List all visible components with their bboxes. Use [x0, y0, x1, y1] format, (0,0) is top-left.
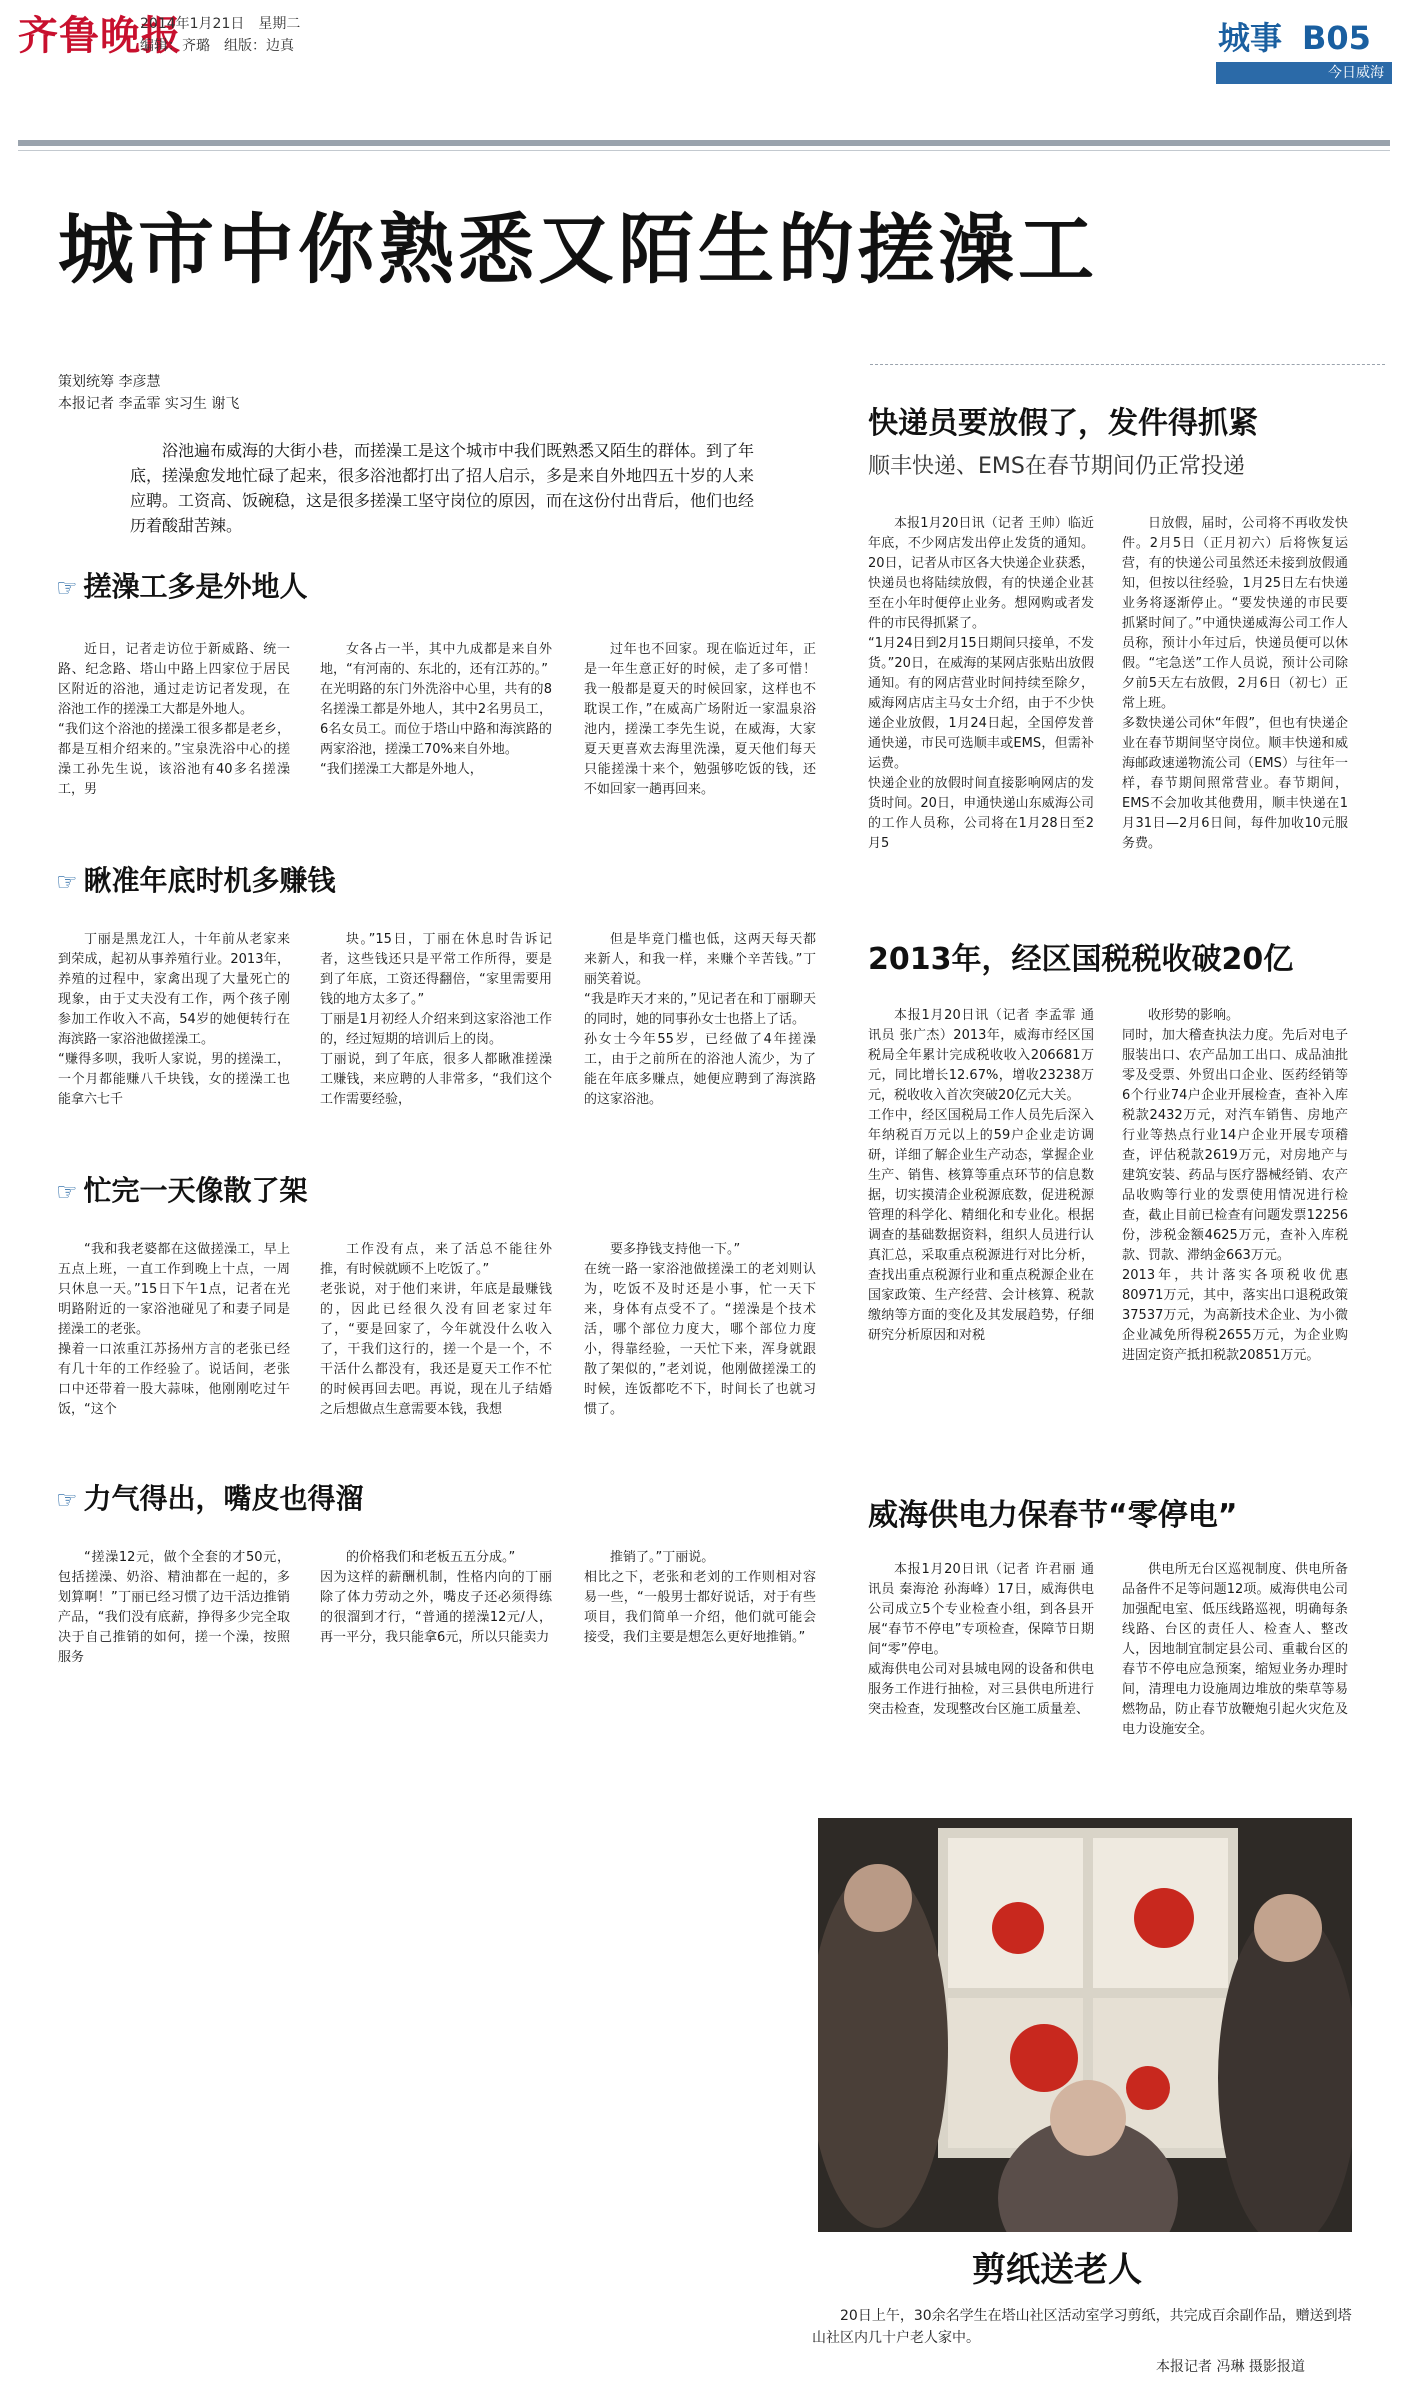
page-number: B05	[1302, 19, 1371, 57]
news-photo	[818, 1818, 1352, 2232]
section-2-column-1	[58, 930, 290, 1110]
subhead-section-3: ☞ 忙完一天像散了架	[56, 1174, 308, 1207]
photo-credit: 本报记者 冯琳 摄影报道	[1156, 2359, 1305, 2375]
photo-caption: 20日上午，30余名学生在塔山社区活动室学习剪纸，共完成百余副作品，赠送到塔山社区内几十户老人家中。	[812, 2308, 1352, 2346]
story1-text-2: 日放假，届时，公司将不再收发快件。2月5日（正月初六）后将恢复运营，有的快递公司虽然还未接到放假通知，但按以往经验，1月25日左右快递业务将逐渐停止。“要发快递的市民要抓紧时间了。”中通快递威海公司工作人员称，预计小年过后，快递员便可以休假。“宅急送”工作人员说，预计公司除夕前5天左右放假，2月6日（初七）正常上班。 多数快递公司休“年假”，但也有快递企业在春节期间坚守岗位。顺丰快递和威海邮政速递物流公司（EMS）与往年一样，春节期间照常营业。春节期间，EMS不会加收其他费用，顺丰快递在1月31日—2月6日间，每件加收10元服务费。	[1122, 516, 1348, 851]
byline-planner: 策划统筹 李彦慧	[58, 374, 161, 390]
story3-column-2	[1122, 1560, 1348, 1740]
section-2-text-1: 丁丽是黑龙江人，十年前从老家来到荣成，起初从事养殖行业。2013年，养殖的过程中，家禽出现了大量死亡的现象，由于丈夫没有工作，两个孩子刚参加工作收入不高，54岁的她便转行在海滨路一家浴池做搓澡工。 “赚得多呗，我听人家说，男的搓澡工，一个月都能赚八千块钱，女的搓澡工也能拿六七千	[58, 932, 290, 1107]
pointing-hand-icon: ☞	[56, 574, 78, 602]
story1-headline: 快递员要放假了，发件得抓紧	[868, 406, 1258, 441]
story1-column-2	[1122, 514, 1348, 854]
paper-cutting-photo-illustration	[818, 1818, 1352, 2232]
section-2-column-3	[584, 930, 816, 1110]
byline-reporters: 本报记者 李孟霏 实习生 谢飞	[58, 396, 240, 412]
section-subtitle-bar	[1216, 62, 1392, 84]
section-3-column-2	[320, 1240, 552, 1420]
section-4-column-1	[58, 1548, 290, 1668]
story3-column-1	[868, 1560, 1094, 1720]
section-title: 城事	[1218, 19, 1283, 57]
subhead-section-2: ☞ 瞅准年底时机多赚钱	[56, 864, 336, 897]
section-2-text-2: 块。”15日，丁丽在休息时告诉记者，这些钱还只是平常工作所得，要是到了年底，工资还得翻倍，“家里需要用钱的地方太多了。” 丁丽是1月初经人介绍来到这家浴池工作的，经过短期的培训后上的岗。 丁丽说，到了年底，很多人都瞅准搓澡工赚钱，来应聘的人非常多，“我们这个工作需要经验，	[320, 932, 552, 1107]
story1-subhead: 顺丰快递、EMS在春节期间仍正常投递	[868, 454, 1245, 479]
main-headline: 城市中你熟悉又陌生的搓澡工	[58, 205, 1098, 294]
story2-text-2: 收形势的影响。 同时，加大稽查执法力度。先后对电子服装出口、农产品加工出口、成品油批零及受票、外贸出口企业、医药经销等6个行业74户企业开展检查，查补入库税款2432万元，对汽车销售、房地产行业等热点行业14户企业开展专项稽查，评估税款2619万元，对房地产与建筑安装、药品与医疗器械经销、农产品收购等行业的发票使用情况进行检查，截止目前已检查有问题发票12256份，涉税金额4625万元，查补入库税款、罚款、滞纳金663万元。 2013年，共计落实各项税收优惠80971万元，其中，落实出口退税政策37537万元，为高新技术企业、为小微企业减免所得税2655万元，为企业购进固定资产抵扣税款20851万元。	[1122, 1008, 1348, 1363]
section-1-text-2: 女各占一半，其中九成都是来自外地，“有河南的、东北的，还有江苏的。” 在光明路的东门外洗浴中心里，共有的8名搓澡工都是外地人，其中2名男员工，6名女员工。而位于塔山中路和海滨路的两家浴池，搓澡工70%来自外地。 “我们搓澡工大都是外地人，	[320, 642, 552, 777]
subhead-section-1: ☞ 搓澡工多是外地人	[56, 570, 308, 603]
section-2-text-3: 但是毕竟门槛也低，这两天每天都来新人，和我一样，来赚个辛苦钱。”丁丽笑着说。 “我是昨天才来的，”见记者在和丁丽聊天的同时，她的同事孙女士也搭上了话。 孙女士今年55岁，已经做了4年搓澡工，由于之前所在的浴池人流少，为了能在年底多赚点，她便应聘到了海滨路的这家浴池。	[584, 932, 816, 1107]
section-3-column-1	[58, 1240, 290, 1420]
section-1-column-2	[320, 640, 552, 780]
section-4-text-3: 推销了。”丁丽说。 相比之下，老张和老刘的工作则相对容易一些，“一般男士都好说话，对于有些项目，我们简单一介绍，他们就可能会接受，我们主要是想怎么更好地推销。”	[584, 1550, 816, 1645]
section-3-column-3	[584, 1240, 816, 1420]
pointing-hand-icon: ☞	[56, 1178, 78, 1206]
section-3-text-2: 工作没有点，来了活总不能往外推，有时候就顾不上吃饭了。” 老张说，对于他们来讲，年底是最赚钱的，因此已经很久没有回老家过年了，“要是回家了，今年就没什么收入了，干我们这行的，搓一个是一个，不干活什么都没有，我还是夏天工作不忙的时候再回去吧。再说，现在儿子结婚之后想做点生意需要本钱，我想	[320, 1242, 552, 1417]
photo-caption-headline: 剪纸送老人	[972, 2250, 1142, 2290]
header-rule-thin	[18, 150, 1390, 151]
right-column-divider	[870, 364, 1385, 366]
story1-text-1: 本报1月20日讯（记者 王帅）临近年底，不少网店发出停止发货的通知。20日，记者从市区各大快递企业获悉，快递员也将陆续放假，有的快递企业甚至在小年时便停止业务。想网购或者发件的市民得抓紧了。 “1月24日到2月15日期间只接单，不发货。”20日，在威海的某网店张贴出放假通知。有的网店营业时间持续至除夕，威海网店店主马女士介绍，由于不少快递企业放假，1月24日起，全国停发普通快递，市民可选顺丰或EMS，但需补运费。 快递企业的放假时间直接影响网店的发货时间。20日，申通快递山东威海公司的工作人员称，公司将在1月28日至2月5	[868, 516, 1094, 851]
header-rule	[18, 140, 1390, 146]
subhead-section-4: ☞ 力气得出，嘴皮也得溜	[56, 1482, 364, 1515]
story2-headline: 2013年，经区国税税收破20亿	[868, 942, 1294, 977]
section-1-text-1: 近日，记者走访位于新威路、统一路、纪念路、塔山中路上四家位于居民区附近的浴池，通过走访记者发现，在浴池工作的搓澡工大都是外地人。 “我们这个浴池的搓澡工很多都是老乡，都是互相介绍来的。”宝泉洗浴中心的搓澡工孙先生说，该浴池有40多名搓澡工，男	[58, 642, 290, 797]
story2-column-1	[868, 1006, 1094, 1346]
section-1-text-3: 过年也不回家。现在临近过年，正是一年生意正好的时候，走了多可惜！我一般都是夏天的时候回家，这样也不耽误工作，”在威高广场附近一家温泉浴池内，搓澡工李先生说，在威海，大家夏天更喜欢去海里洗澡，夏天他们每天只能搓澡十来个，勉强够吃饭的钱，还不如回家一趟再回来。	[584, 642, 816, 797]
section-4-column-3	[584, 1548, 816, 1648]
section-2-column-2	[320, 930, 552, 1110]
pointing-hand-icon: ☞	[56, 1486, 78, 1514]
intro-paragraph: 浴池遍布威海的大街小巷，而搓澡工是这个城市中我们既熟悉又陌生的群体。到了年底，搓澡愈发地忙碌了起来，很多浴池都打出了招人启示，多是来自外地四五十岁的人来应聘。工资高、饭碗稳，这是很多搓澡工坚守岗位的原因，而在这份付出背后，他们也经历着酸甜苦辣。	[130, 441, 755, 535]
section-1-column-1	[58, 640, 290, 800]
section-4-text-2: 的价格我们和老板五五分成。” 因为这样的薪酬机制，性格内向的丁丽除了体力劳动之外，嘴皮子还必须得练的很溜到才行，“普通的搓澡12元/人，再一平分，我只能拿6元，所以只能卖力	[320, 1550, 552, 1645]
section-3-text-1: “我和我老婆都在这做搓澡工，早上五点上班，一直工作到晚上十点，一周只休息一天。”15日下午1点，记者在光明路附近的一家浴池碰见了和妻子同是搓澡工的老张。 操着一口浓重江苏扬州方言的老张已经有几十年的工作经验了。说话间，老张口中还带着一股大蒜味，他刚刚吃过午饭，“这个	[58, 1242, 290, 1417]
issue-date: 2014年1月21日 星期二	[140, 16, 301, 32]
story3-text-2: 供电所无台区巡视制度、供电所备品备件不足等问题12项。威海供电公司加强配电室、低压线路巡视，明确每条线路、台区的责任人、检查人、整改人，因地制宜制定县公司、重載台区的春节不停电应急预案，缩短业务办理时间，清理电力设施周边堆放的柴草等易燃物品，防止春节放鞭炮引起火灾危及电力设施安全。	[1122, 1562, 1348, 1737]
story2-text-1: 本报1月20日讯（记者 李孟霏 通讯员 张广杰）2013年，威海市经区国税局全年累计完成税收收入206681万元，同比增长12.67%，增收23238万元，税收收入首次突破20亿元大关。 工作中，经区国税局工作人员先后深入年纳税百万元以上的59户企业走访调研，详细了解企业生产动态，掌握企业生产、销售、核算等重点环节的信息数据，切实摸清企业税源底数，促进税源管理的科学化、精细化和专业化。根据调查的基础数据资料，组织人员进行认真汇总，采取重点税源进行对比分析，查找出重点税源行业和重点税源企业在国家政策、生产经营、会计核算、税款缴纳等方面的变化及其发展趋势，仔细研究分析原因和对税	[868, 1008, 1094, 1343]
story3-headline: 威海供电力保春节“零停电”	[868, 1498, 1238, 1533]
section-3-text-3: 要多挣钱支持他一下。” 在统一路一家浴池做搓澡工的老刘则认为，吃饭不及时还是小事，忙一天下来，身体有点受不了。“搓澡是个技术活，哪个部位力度大，哪个部位力度小，得靠经验，一天忙下来，浑身就跟散了架似的，”老刘说，他刚做搓澡工的时候，连饭都吃不下，时间长了也就习惯了。	[584, 1242, 816, 1417]
story2-column-2	[1122, 1006, 1348, 1366]
story1-column-1	[868, 514, 1094, 854]
section-1-column-3	[584, 640, 816, 800]
editors-line: 编辑：齐璐 组版：边真	[140, 38, 294, 54]
story3-text-1: 本报1月20日讯（记者 许君丽 通讯员 秦海沧 孙海峰）17日，威海供电公司成立5个专业检查小组，到各县开展“春节不停电”专项检查，保障节日期间“零”停电。 威海供电公司对县城电网的设备和供电服务工作进行抽检，对三县供电所进行突击检查，发现整改台区施工质量差、	[868, 1562, 1094, 1717]
section-4-text-1: “搓澡12元，做个全套的才50元，包括搓澡、奶浴、精油都在一起的，多划算啊！”丁丽已经习惯了边干活边推销产品，“我们没有底薪，挣得多少完全取决于自己推销的如何，搓一个澡，按照服务	[58, 1550, 290, 1665]
section-subtitle: 今日威海	[1328, 65, 1384, 81]
pointing-hand-icon: ☞	[56, 868, 78, 896]
section-4-column-2	[320, 1548, 552, 1648]
newspaper-logo: 齐鲁晚报	[18, 12, 182, 59]
